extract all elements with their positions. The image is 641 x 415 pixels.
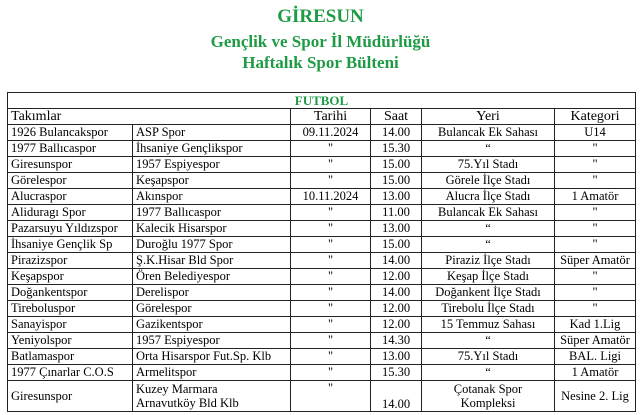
match-date-cell: " bbox=[291, 221, 371, 237]
match-time-cell: 14.00 bbox=[371, 253, 422, 269]
table-row bbox=[8, 125, 636, 141]
section-title-row bbox=[8, 93, 636, 109]
match-time-cell: 13.00 bbox=[371, 221, 422, 237]
match-date-cell: " bbox=[291, 205, 371, 221]
category-cell: " bbox=[555, 285, 636, 301]
venue-cell: Tirebolu İlçe Stadı bbox=[422, 301, 555, 317]
home-team-cell: 1926 Bulancakspor bbox=[8, 125, 133, 141]
col-header-time: Saat bbox=[371, 109, 422, 125]
table-row bbox=[8, 221, 636, 237]
category-cell: " bbox=[555, 301, 636, 317]
match-time-cell: 14.00 bbox=[371, 285, 422, 301]
category-cell: Kad 1.Lig bbox=[555, 317, 636, 333]
home-team-cell: Doğankentspor bbox=[8, 285, 133, 301]
home-team-cell: Keşapspor bbox=[8, 269, 133, 285]
table-row bbox=[8, 237, 636, 253]
home-team-cell: Tireboluspor bbox=[8, 301, 133, 317]
away-team-cell: 1957 Espiyespor bbox=[133, 157, 291, 173]
match-date-text: " bbox=[327, 381, 334, 395]
match-date-cell: " bbox=[291, 301, 371, 317]
match-time-cell: 13.00 bbox=[371, 189, 422, 205]
match-date-cell: " bbox=[291, 253, 371, 269]
table-row bbox=[8, 141, 636, 157]
venue-cell: 15 Temmuz Sahası bbox=[422, 317, 555, 333]
table-row bbox=[8, 349, 636, 365]
away-team-cell: Gazikentspor bbox=[133, 317, 291, 333]
match-time-cell bbox=[371, 381, 422, 412]
venue-text: Çotanak Spor bbox=[453, 382, 523, 396]
table-row bbox=[8, 285, 636, 301]
away-team-cell: Armelitspor bbox=[133, 365, 291, 381]
venue-cell bbox=[422, 381, 555, 412]
category-cell: " bbox=[555, 269, 636, 285]
match-time-cell: 12.00 bbox=[371, 301, 422, 317]
table-row bbox=[8, 157, 636, 173]
home-team-cell: Giresunspor bbox=[8, 157, 133, 173]
venue-cell: Bulancak Ek Sahası bbox=[422, 205, 555, 221]
away-team-cell: Görelespor bbox=[133, 301, 291, 317]
match-time-cell: 11.00 bbox=[371, 205, 422, 221]
venue-cell: Doğankent İlçe Stadı bbox=[422, 285, 555, 301]
home-team-cell: İhsaniye Gençlik Sp bbox=[8, 237, 133, 253]
match-time-cell: 12.00 bbox=[371, 317, 422, 333]
category-cell: " bbox=[555, 221, 636, 237]
match-date-cell: " bbox=[291, 317, 371, 333]
home-team-cell: Pirazizspor bbox=[8, 253, 133, 269]
home-team-text: Giresunspor bbox=[11, 389, 73, 403]
category-text: Nesine 2. Lig bbox=[561, 389, 629, 403]
away-team-cell: 1977 Ballıcaspor bbox=[133, 205, 291, 221]
venue-cell: Keşap İlçe Stadı bbox=[422, 269, 555, 285]
match-time-cell: 15.00 bbox=[371, 157, 422, 173]
home-team-cell: Görelespor bbox=[8, 173, 133, 189]
match-date-cell: " bbox=[291, 269, 371, 285]
match-date-cell: " bbox=[291, 365, 371, 381]
match-date-cell: " bbox=[291, 141, 371, 157]
match-time-cell: 14.30 bbox=[371, 333, 422, 349]
away-team-text: Arnavutköy Bld Klb bbox=[136, 396, 239, 410]
match-date-cell: " bbox=[291, 173, 371, 189]
home-team-cell: Batlamaspor bbox=[8, 349, 133, 365]
match-time-cell: 15.00 bbox=[371, 237, 422, 253]
venue-cell: Alucra İlçe Stadı bbox=[422, 189, 555, 205]
venue-cell: “ bbox=[422, 333, 555, 349]
table-row bbox=[8, 205, 636, 221]
away-team-cell: Keşapspor bbox=[133, 173, 291, 189]
away-team-cell: 1957 Espiyespor bbox=[133, 333, 291, 349]
col-header-date: Tarihi bbox=[291, 109, 371, 125]
away-team-cell: Akınspor bbox=[133, 189, 291, 205]
home-team-cell: Sanayispor bbox=[8, 317, 133, 333]
table-row bbox=[8, 317, 636, 333]
category-cell: Süper Amatör bbox=[555, 253, 636, 269]
category-cell: BAL. Ligi bbox=[555, 349, 636, 365]
away-team-text: Kuzey Marmara bbox=[136, 382, 218, 396]
category-cell: Süper Amatör bbox=[555, 333, 636, 349]
table-row bbox=[8, 253, 636, 269]
venue-cell: “ bbox=[422, 221, 555, 237]
venue-cell: “ bbox=[422, 141, 555, 157]
match-time-cell: 14.00 bbox=[371, 125, 422, 141]
match-time-cell: 12.00 bbox=[371, 269, 422, 285]
col-header-venue: Yeri bbox=[422, 109, 555, 125]
table-row bbox=[8, 365, 636, 381]
home-team-cell: Alucraspor bbox=[8, 189, 133, 205]
match-date-cell: " bbox=[291, 157, 371, 173]
section-title: FUTBOL bbox=[8, 93, 636, 109]
away-team-cell: Kalecik Hisarspor bbox=[133, 221, 291, 237]
match-date-cell: 09.11.2024 bbox=[291, 125, 371, 141]
category-cell: " bbox=[555, 141, 636, 157]
away-team-cell: Ören Belediyespor bbox=[133, 269, 291, 285]
venue-cell: 75.Yıl Stadı bbox=[422, 157, 555, 173]
table-row bbox=[8, 269, 636, 285]
away-team-cell: Duroğlu 1977 Spor bbox=[133, 237, 291, 253]
home-team-cell bbox=[8, 381, 133, 412]
venue-cell: Bulancak Ek Sahası bbox=[422, 125, 555, 141]
category-cell: " bbox=[555, 205, 636, 221]
col-header-category: Kategori bbox=[555, 109, 636, 125]
match-time-cell: 13.00 bbox=[371, 349, 422, 365]
category-cell: U14 bbox=[555, 125, 636, 141]
away-team-cell: ASP Spor bbox=[133, 125, 291, 141]
header-directorate: Gençlik ve Spor İl Müdürlüğü bbox=[210, 32, 431, 51]
col-header-teams: Takımlar bbox=[8, 109, 291, 125]
venue-text: Kompleksi bbox=[460, 396, 516, 410]
venue-cell: Görele İlçe Stadı bbox=[422, 173, 555, 189]
category-cell: " bbox=[555, 237, 636, 253]
venue-cell: Piraziz İlçe Stadı bbox=[422, 253, 555, 269]
match-time-cell: 15.00 bbox=[371, 173, 422, 189]
home-team-cell: Pazarsuyu Yıldızspor bbox=[8, 221, 133, 237]
header-bulletin-title: Haftalık Spor Bülteni bbox=[242, 53, 399, 72]
match-date-cell: " bbox=[291, 237, 371, 253]
venue-cell: “ bbox=[422, 237, 555, 253]
home-team-cell: 1977 Çınarlar C.O.S bbox=[8, 365, 133, 381]
away-team-cell bbox=[133, 381, 291, 412]
away-team-cell: Ş.K.Hisar Bld Spor bbox=[133, 253, 291, 269]
match-date-cell: " bbox=[291, 285, 371, 301]
fixtures-table bbox=[7, 92, 636, 412]
match-date-cell: " bbox=[291, 349, 371, 365]
venue-cell: “ bbox=[422, 365, 555, 381]
venue-cell: 75.Yıl Stadı bbox=[422, 349, 555, 365]
category-cell bbox=[555, 381, 636, 412]
away-team-cell: Orta Hisarspor Fut.Sp. Klb bbox=[133, 349, 291, 365]
category-cell: " bbox=[555, 173, 636, 189]
match-time-cell: 15.30 bbox=[371, 141, 422, 157]
home-team-cell: Aliduragı Spor bbox=[8, 205, 133, 221]
match-date-cell: " bbox=[291, 333, 371, 349]
table-row bbox=[8, 301, 636, 317]
home-team-cell: 1977 Ballıcaspor bbox=[8, 141, 133, 157]
column-header-row bbox=[8, 109, 636, 125]
match-time-cell: 15.30 bbox=[371, 365, 422, 381]
header-province: GİRESUN bbox=[277, 6, 364, 27]
away-team-cell: Derelispor bbox=[133, 285, 291, 301]
category-cell: 1 Amatör bbox=[555, 365, 636, 381]
table-row bbox=[8, 333, 636, 349]
table-row bbox=[8, 189, 636, 205]
match-time-text: 14.00 bbox=[381, 397, 411, 411]
home-team-cell: Yeniyolspor bbox=[8, 333, 133, 349]
match-date-cell bbox=[291, 381, 371, 412]
table-row bbox=[8, 381, 636, 412]
table-row bbox=[8, 173, 636, 189]
away-team-cell: İhsaniye Gençlikspor bbox=[133, 141, 291, 157]
match-date-cell: 10.11.2024 bbox=[291, 189, 371, 205]
category-cell: " bbox=[555, 157, 636, 173]
category-cell: 1 Amatör bbox=[555, 189, 636, 205]
